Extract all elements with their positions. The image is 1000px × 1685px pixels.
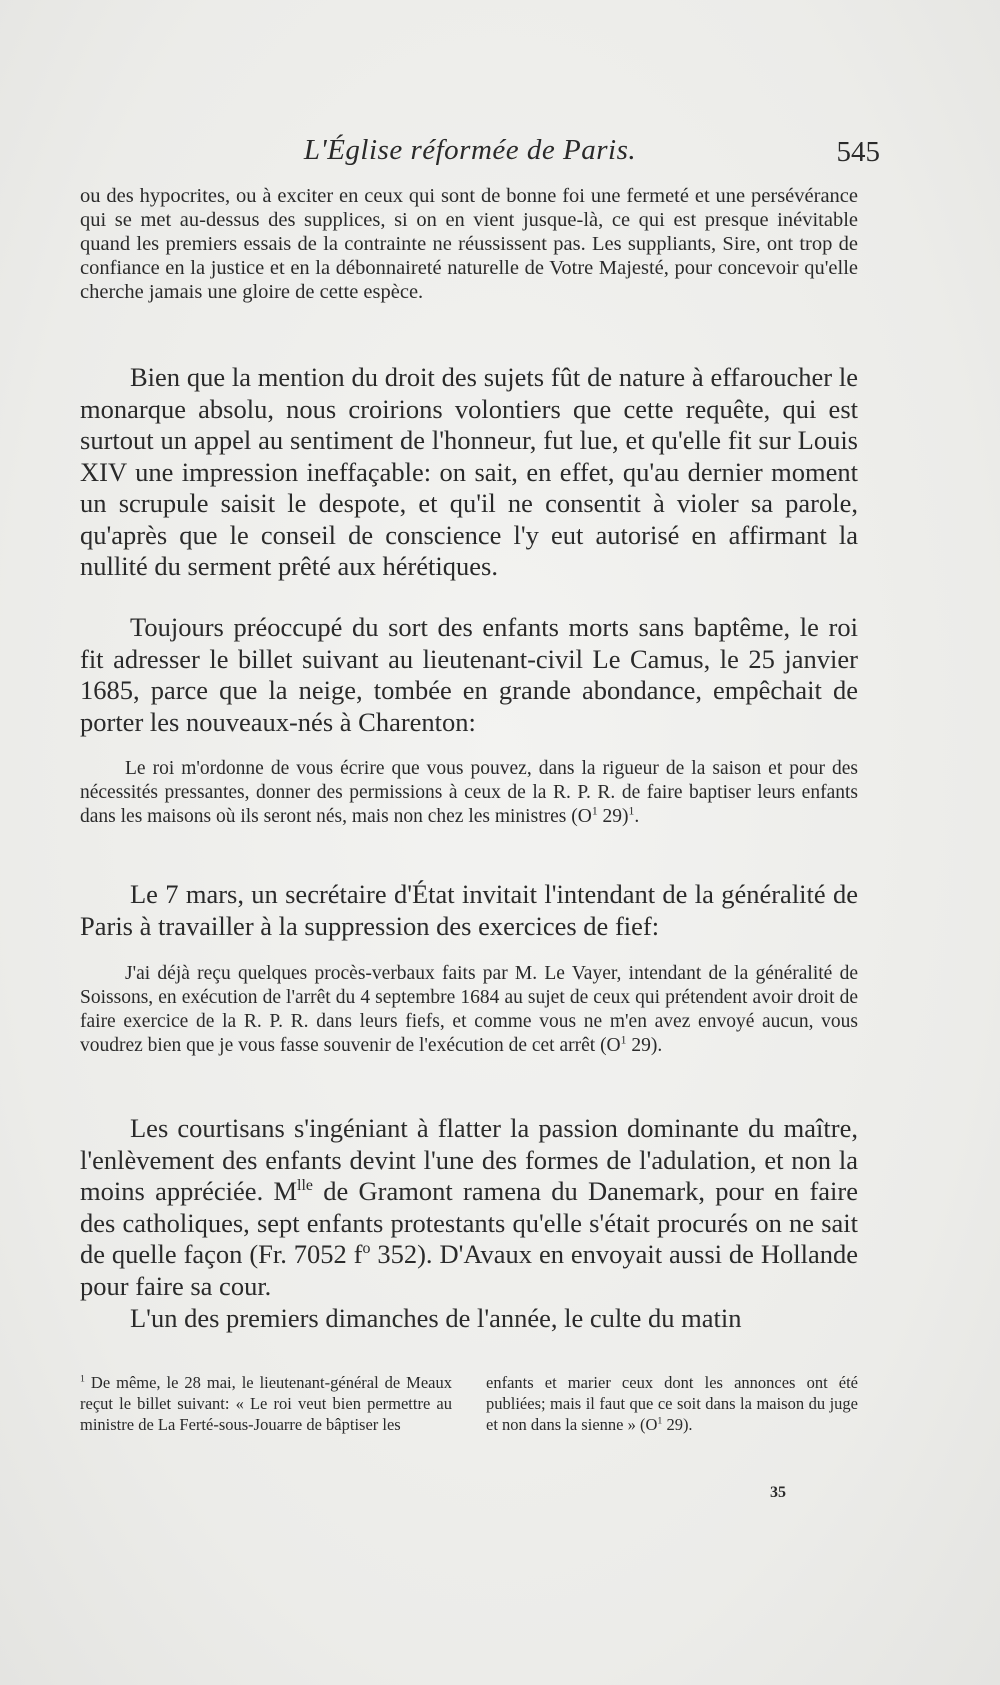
- paragraph-3-text: Toujours préoccupé du sort des enfants morts sans baptême, le roi fit adresser le billet suivant au lieutenant-civil Le Camus, le 25 janvier 1685, parce que la neige, tombée en grande abondance, empêchait de porter les nouveaux-nés à Charenton:: [80, 612, 858, 737]
- signature-mark: 35: [770, 1484, 786, 1501]
- footnote-right-a: enfants et marier ceux dont les annonces ont été publiées; mais il faut que ce soit dans la maison du juge et non dans la sienne » (O: [486, 1373, 858, 1434]
- footnote-left: [80, 1372, 452, 1435]
- page-number: 545: [836, 136, 880, 168]
- paragraph-1-text: ou des hypocrites, ou à exciter en ceux qui sont de bonne foi une fermeté et une persévérance qui se met au-dessus des supplices, si on en vient jusque-là, ce qui est presque inévitable quand les premiers essais de la contrainte ne réussissent pas. Les suppliants, Sire, ont trop de confiance en la justice et en la débonnaireté naturelle de Votre Majesté, pour concevoir qu'elle cherche jamais une gloire de cette espèce.: [80, 185, 858, 303]
- footnote-left-text: De même, le 28 mai, le lieutenant-général de Meaux reçut le billet suivant: « Le roi veut bien permettre au ministre de La Ferté-sous-Jouarre de bâptiser les: [80, 1373, 452, 1434]
- paragraph-5-sup2: o: [362, 1240, 371, 1258]
- footnote-ref-1: 1: [628, 804, 635, 818]
- quote-1-body: Le roi m'ordonne de vous écrire que vous pouvez, dans la rigueur de la saison et pour des nécessités pressantes, donner des permissions à ceux de la R. P. R. de faire baptiser leurs enfants dans les maisons où ils seront nés, mais non chez les ministres (O: [80, 758, 858, 827]
- running-title: L'Église réformée de Paris.: [303, 134, 637, 166]
- quote-1-sup: 1: [591, 804, 598, 818]
- paragraph-6: [80, 1303, 858, 1335]
- footnote-number: 1: [80, 1373, 85, 1385]
- paragraph-3: [80, 612, 858, 738]
- quote-2-sup: 1: [620, 1033, 627, 1047]
- footnote-right-b: 29).: [662, 1415, 693, 1434]
- footnote-right-sup: 1: [657, 1415, 663, 1427]
- paragraph-5-b: de Gramont ramena du Danemark, pour en faire des catholiques, sept enfants protestants qu'elle s'était procurés on ne sait de quelle façon (Fr. 7052 f: [80, 1176, 858, 1269]
- paragraph-1: [80, 184, 858, 304]
- quote-2-text: [80, 962, 858, 1058]
- quote-1-text: [80, 757, 858, 829]
- paragraph-2-text: Bien que la mention du droit des sujets fût de nature à effaroucher le monarque absolu, nous croirions volontiers que cette requête, qui est surtout un appel au sentiment de l'honneur, fut lue, et qu'elle fit sur Louis XIV une impression ineffaçable: on sait, en effet, qu'au dernier moment un scrupule saisit le despote, et qu'il ne consentit à violer sa parole, qu'après que le conseil de conscience l'y eut autorisé en affirmant la nullité du serment prêté aux hérétiques.: [80, 362, 858, 581]
- paragraph-4-text: Le 7 mars, un secrétaire d'État invitait l'intendant de la généralité de Paris à travailler à la suppression des exercices de fief:: [80, 879, 858, 941]
- quote-2: [80, 962, 858, 1058]
- footnotes: [80, 1372, 858, 1435]
- paragraph-5-sup: lle: [297, 1177, 313, 1195]
- quote-2-end: 29).: [626, 1035, 663, 1056]
- quote-2-body: J'ai déjà reçu quelques procès-verbaux faits par M. Le Vayer, intendant de la généralité de Soissons, en exécution de l'arrêt du 4 septembre 1684 au sujet de ceux qui prétendent avoir droit de faire exercice de la R. P. R. dans leurs fiefs, et comme vous ne m'en avez envoyé aucun, vous voudrez bien que je vous fasse souvenir de l'exécution de cet arrêt (O: [80, 963, 858, 1056]
- quote-1-end: .: [634, 806, 640, 827]
- page-header: [80, 134, 880, 174]
- quote-1: [80, 757, 858, 829]
- paragraph-5: [80, 1113, 858, 1302]
- paragraph-4: [80, 879, 858, 942]
- footnote-right: [486, 1372, 858, 1435]
- paragraph-2: [80, 362, 858, 583]
- paragraph-5-a: Les courtisans s'ingéniant à flatter la passion dominante du maître, l'enlèvement des enfants devint l'une des formes de l'adulation, et non la moins appréciée. M: [80, 1113, 858, 1206]
- paragraph-5-c: 352). D'Avaux en envoyait aussi de Hollande pour faire sa cour.: [80, 1239, 858, 1301]
- paragraph-6-text: L'un des premiers dimanches de l'année, le culte du matin: [130, 1303, 742, 1333]
- quote-1-ref: 29): [597, 806, 629, 827]
- paragraph-5-text: [80, 1113, 858, 1302]
